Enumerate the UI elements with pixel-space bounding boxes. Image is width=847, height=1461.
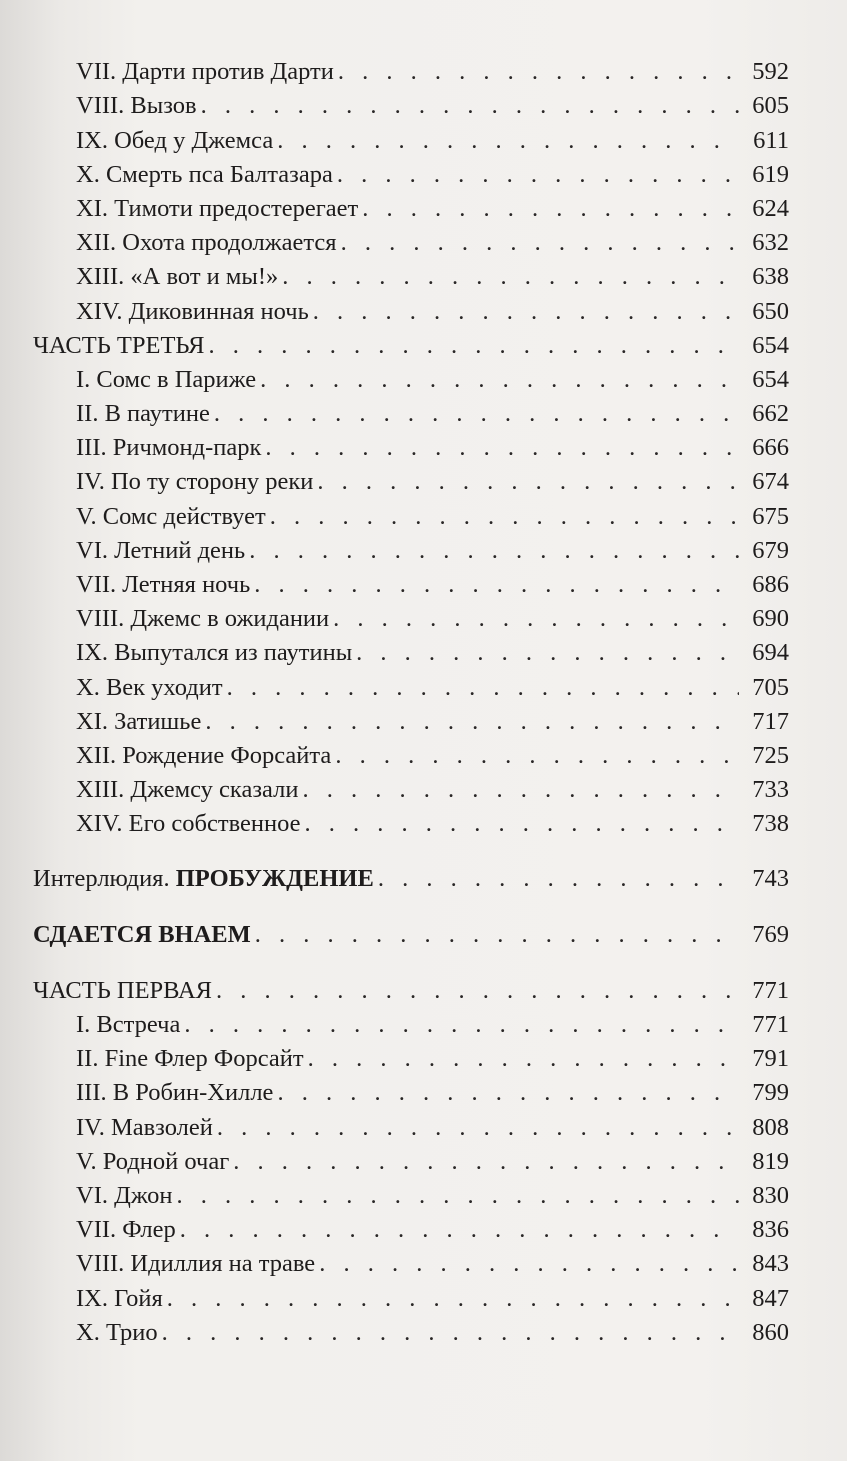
- entry-page: 674: [752, 468, 789, 496]
- entry-page: 611: [753, 126, 789, 154]
- entry-title: XII. Рождение Форсайта: [76, 741, 332, 769]
- part-heading-three: [0, 326, 847, 360]
- dot-leader: [201, 92, 739, 120]
- entry-title: VI. Джон: [76, 1182, 173, 1209]
- toc-entry: [0, 257, 847, 291]
- dot-leader: [214, 400, 739, 428]
- dot-leader: [217, 1114, 739, 1142]
- toc-entry: [0, 1107, 847, 1141]
- toc-entry: [0, 736, 847, 770]
- entry-page: 624: [752, 194, 789, 222]
- dot-leader: [378, 865, 739, 893]
- toc-entry: [0, 565, 847, 599]
- toc-entry: [0, 1073, 847, 1107]
- entry-page: 860: [752, 1318, 789, 1346]
- entry-title: III. Ричмонд-парк: [76, 434, 262, 462]
- entry-page: 799: [752, 1079, 789, 1107]
- entry-page: 679: [752, 536, 789, 564]
- dot-leader: [227, 674, 739, 702]
- entry-page: 686: [752, 571, 789, 598]
- dot-leader: [254, 571, 739, 599]
- spacer: [0, 949, 847, 971]
- toc-entry: [0, 1244, 847, 1278]
- entry-page: 650: [752, 297, 789, 325]
- toc-entry: [0, 428, 847, 462]
- entry-page: 592: [752, 58, 789, 86]
- dot-leader: [338, 58, 739, 86]
- entry-page: 771: [752, 1011, 789, 1039]
- dot-leader: [205, 708, 739, 736]
- toc-entry: [0, 1278, 847, 1312]
- entry-title: I. Сомс в Париже: [76, 365, 257, 393]
- entry-title: III. В Робин-Хилле: [76, 1079, 274, 1107]
- entry-title: V. Родной очаг: [76, 1147, 230, 1175]
- entry-page: 690: [752, 605, 789, 633]
- entry-title: VIII. Вызов: [76, 92, 197, 120]
- toc-entry: [0, 155, 847, 189]
- dot-leader: [282, 263, 739, 291]
- entry-title: XII. Охота продолжается: [76, 229, 337, 257]
- toc-entry: [0, 1176, 847, 1210]
- entry-title: XIII. Джемсу сказали: [76, 776, 299, 804]
- dot-leader: [313, 298, 739, 326]
- toc-entry: [0, 120, 847, 154]
- dot-leader: [335, 742, 739, 770]
- dot-leader: [265, 434, 739, 462]
- entry-title: VI. Летний день: [76, 536, 246, 564]
- toc-entry: [0, 1005, 847, 1039]
- dot-leader: [277, 127, 739, 155]
- dot-leader: [337, 161, 739, 189]
- entry-page: 638: [752, 263, 789, 291]
- toc-entry: [0, 291, 847, 325]
- dot-leader: [184, 1011, 739, 1039]
- entry-title: VII. Дарти против Дарти: [76, 58, 334, 86]
- entry-title: I. Встреча: [76, 1011, 181, 1039]
- toc-entry: [0, 86, 847, 120]
- entry-page: 675: [752, 502, 789, 530]
- toc-entry: [0, 804, 847, 838]
- dot-leader: [362, 195, 739, 223]
- toc-entry: [0, 394, 847, 428]
- entry-page: 725: [752, 741, 789, 769]
- part-page: 654: [752, 331, 789, 359]
- dot-leader: [233, 1148, 739, 1176]
- entry-title: VIII. Идиллия на траве: [76, 1250, 316, 1278]
- entry-page: 717: [752, 707, 789, 735]
- dot-leader: [162, 1319, 739, 1347]
- entry-title: X. Трио: [76, 1318, 158, 1346]
- entry-title: II. Fine Флер Форсайт: [76, 1045, 304, 1073]
- entry-page: 694: [752, 639, 789, 667]
- toc-entry: [0, 599, 847, 633]
- entry-title: X. Век уходит: [76, 673, 223, 701]
- entry-title: X. Смерть пса Балтазара: [76, 160, 333, 188]
- entry-page: 738: [752, 810, 789, 838]
- entry-page: 733: [752, 776, 789, 804]
- entry-page: 705: [752, 673, 789, 701]
- dot-leader: [356, 639, 739, 667]
- entry-title: IV. Мавзолей: [76, 1113, 213, 1141]
- entry-page: 830: [752, 1182, 789, 1209]
- interlude-page: 743: [752, 864, 789, 892]
- toc-entry: [0, 189, 847, 223]
- toc-entry: [0, 531, 847, 565]
- spacer: [0, 838, 847, 858]
- dot-leader: [255, 921, 739, 949]
- toc-entry: [0, 1039, 847, 1073]
- part-page: 771: [752, 976, 789, 1004]
- dot-leader: [305, 810, 739, 838]
- entry-page: 847: [752, 1284, 789, 1312]
- entry-title: XIII. «А вот и мы!»: [76, 263, 279, 291]
- entry-page: 605: [752, 92, 789, 120]
- dot-leader: [302, 776, 739, 804]
- entry-title: V. Сомс действует: [76, 502, 266, 530]
- interlude-title: [33, 865, 374, 893]
- entry-page: 836: [752, 1216, 789, 1244]
- part-heading-one: [0, 971, 847, 1005]
- dot-leader: [317, 468, 739, 496]
- dot-leader: [216, 977, 739, 1005]
- entry-page: 819: [752, 1147, 789, 1175]
- table-of-contents: [0, 52, 847, 1347]
- entry-title: II. В паутине: [76, 400, 210, 428]
- entry-title: IX. Гойя: [76, 1284, 163, 1312]
- part-title: ЧАСТЬ ТРЕТЬЯ: [33, 331, 205, 359]
- toc-entry: [0, 223, 847, 257]
- entry-page: 662: [752, 400, 789, 428]
- entry-title: VIII. Джемс в ожидании: [76, 605, 330, 633]
- entry-title: IX. Обед у Джемса: [76, 126, 274, 154]
- dot-leader: [260, 366, 739, 394]
- book-title: СДАЕТСЯ ВНАЕМ: [33, 920, 251, 948]
- interlude-heading: [0, 858, 847, 892]
- interlude-prefix: Интерлюдия.: [33, 864, 170, 892]
- entry-page: 654: [752, 365, 789, 393]
- entry-page: 632: [752, 229, 789, 257]
- entry-page: 666: [752, 434, 789, 462]
- book-page: 769: [752, 920, 789, 948]
- entry-title: XI. Затишье: [76, 707, 202, 735]
- toc-entry: [0, 52, 847, 86]
- dot-leader: [319, 1250, 739, 1278]
- entry-title: IX. Выпутался из паутины: [76, 639, 353, 667]
- dot-leader: [209, 332, 739, 360]
- dot-leader: [308, 1045, 739, 1073]
- entry-page: 791: [752, 1045, 789, 1073]
- dot-leader: [167, 1285, 739, 1313]
- toc-entry: [0, 496, 847, 530]
- toc-entry: [0, 702, 847, 736]
- entry-title: IV. По ту сторону реки: [76, 468, 314, 496]
- toc-entry: [0, 1313, 847, 1347]
- dot-leader: [270, 503, 739, 531]
- entry-title: XIV. Диковинная ночь: [76, 297, 309, 325]
- toc-entry: [0, 462, 847, 496]
- toc-entry: [0, 770, 847, 804]
- dot-leader: [177, 1182, 740, 1210]
- book-heading: [0, 915, 847, 949]
- dot-leader: [341, 229, 739, 257]
- entry-title: XI. Тимоти предостерегает: [76, 194, 359, 222]
- toc-entry: [0, 1210, 847, 1244]
- toc-entry: [0, 360, 847, 394]
- entry-page: 619: [752, 160, 789, 188]
- interlude-name: ПРОБУЖДЕНИЕ: [175, 864, 374, 892]
- dot-leader: [180, 1216, 739, 1244]
- entry-page: 843: [752, 1250, 789, 1278]
- entry-title: VII. Летняя ночь: [76, 571, 251, 598]
- dot-leader: [277, 1079, 739, 1107]
- entry-title: VII. Флер: [76, 1216, 176, 1244]
- toc-entry: [0, 667, 847, 701]
- toc-entry: [0, 1142, 847, 1176]
- part-title: ЧАСТЬ ПЕРВАЯ: [33, 976, 213, 1004]
- dot-leader: [249, 537, 739, 565]
- entry-page: 808: [752, 1113, 789, 1141]
- toc-entry: [0, 633, 847, 667]
- entry-title: XIV. Его собственное: [76, 810, 301, 838]
- dot-leader: [333, 605, 739, 633]
- spacer: [0, 893, 847, 915]
